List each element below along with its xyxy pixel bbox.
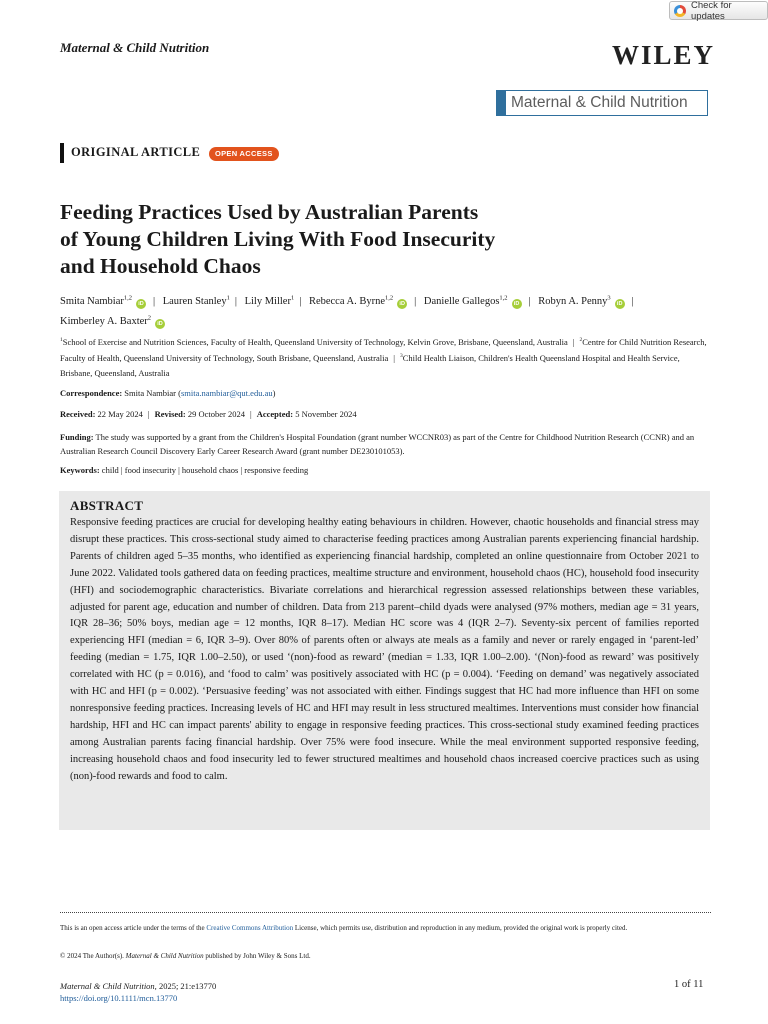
abstract-box: [59, 491, 710, 830]
author-list: [60, 289, 715, 330]
journal-name: Maternal & Child Nutrition: [60, 40, 210, 55]
author[interactable]: Danielle Gallegos$^{1,2}$: [423, 294, 508, 307]
orcid-icon[interactable]: iD: [155, 319, 165, 329]
crossmark-icon: [674, 5, 686, 17]
orcid-icon[interactable]: iD: [615, 299, 625, 309]
orcid-icon[interactable]: iD: [397, 299, 407, 309]
author[interactable]: Robyn A. Penny$^3$: [538, 294, 611, 307]
affiliation: School of Exercise and Nutrition Sciences, Faculty of Health, Queensland University of Technology, Kelvin Grove, Brisbane, Queensland, Australia: [62, 336, 568, 347]
banner-stripe: [497, 91, 506, 115]
separator: |: [528, 295, 531, 307]
funding: Funding: The study was supported by a grant from the Children's Hospital Foundation (grant number WCCNR03) as part of the Centre for Childhood Nutrition Research (CCNR) and an Australian Research Council Discovery Early Career Research Award (grant number DE230101053).: [60, 432, 695, 456]
author[interactable]: Rebecca A. Byrne$^{1,2}$: [308, 294, 394, 307]
author[interactable]: Smita Nambiar$^{1,2}$: [60, 294, 132, 307]
separator: |: [299, 295, 302, 307]
article-type: ORIGINAL ARTICLE: [71, 145, 201, 159]
title-line: Feeding Practices Used by Australian Parents: [60, 200, 479, 224]
affiliation: Child Health Liaison, Children's Health Queensland Hospital and Health Service, Brisbane, Queensland, Australia: [60, 353, 680, 378]
article-dates: Received: 22 May 2024 | Revised: 29 October 2024 | Accepted: 5 November 2024: [60, 409, 357, 419]
separator: |: [234, 295, 237, 307]
title-line: and Household Chaos: [60, 254, 261, 278]
check-for-updates-label: Check for updates: [691, 0, 732, 22]
abstract-heading: ABSTRACT: [70, 498, 144, 513]
correspondence: Correspondence: Smita Nambiar (smita.nambiar@qut.edu.au): [60, 388, 276, 398]
author[interactable]: Lily Miller$^1$: [244, 294, 295, 307]
abstract-text: Responsive feeding practices are crucial for developing healthy eating behaviours in children. However, chaotic households and financial stress may disrupt these practices. This cross-sectional study aimed to characterise feeding practices among Australian parents experiencing financial hardship. Parents of children aged 5–35 months, who identified as experiencing financial hardship, completed an online questionnaire from October 2021 to June 2022. Validated tools gathered data on feeding practices, mealtime structure and environment, household chaos (HC), household food insecurity (HFI) and sociodemographic characteristics. Bivariate correlations and hierarchical regression assessed relationships between these variables, adjusted for parent age, education and number of children. Data from 213 parent–child dyads were analysed (97% mothers, median age = 31 years, IQR 28–36; 50% boys, median age = 12 months, IQR 8–17). Median HC score was 4 (IQR 2–7). Seventy-six percent of families reported experiencing HFI (median = 6, IQR 3–9). Over 80% of parents often or always ate meals as a family and never or rarely engaged in ‘parent-led’ feeding (median = 1.75, IQR 1.00–2.50), or used ‘(non)-food as reward’ (median = 1.33, IQR 1.00–2.00). ‘(Non)-food as reward’ was positively correlated with HC (p = 0.016), and ‘food to calm’ was positively associated with HC (p = 0.004). ‘Feeding on demand’ was negatively associated with HC and HFI (p = 0.002). ‘Persuasive feeding’ was not associated with either. Findings suggest that HC had more influence than HFI on some nonresponsive feeding practices. Increasing levels of HC and HFI may result in less structured mealtimes. Interventions must consider how financial hardship, HFI and HC can impact parents' ability to engage in responsive feeding practices. This cross-sectional study examined feeding practices among Australian parents facing financial hardship. Over 75% were food insecure. While the meal environment supported responsive feeding, increasing household chaos and food insecurity led to fewer structured mealtimes and household chaos increased coercive practices such as using (non)-food rewards and food to calm.: [70, 517, 699, 782]
orcid-icon[interactable]: iD: [512, 299, 522, 309]
keywords: Keywords: child | food insecurity | household chaos | responsive feeding: [60, 465, 309, 475]
open-access-badge: OPEN ACCESS: [209, 147, 279, 161]
separator: |: [631, 295, 634, 307]
article-type-bar: [60, 143, 64, 163]
affiliations: $^1$School of Exercise and Nutrition Sciences, Faculty of Health, Queensland University of Technology, Kelvin Grove, Brisbane, Queensland, Australia | $^2$Centre for Child Nutrition Research, Faculty of Health, Queensland University of Technology, South Brisbane, Queensland, Australia | $^3$Child Health Liaison, Children's Health Queensland Hospital and Health Service, Brisbane, Queensland, Australia: [60, 336, 707, 378]
banner-text: Maternal & Child Nutrition: [511, 94, 688, 111]
citation: Maternal & Child Nutrition, 2025; 21:e13770 https://doi.org/10.1111/mcn.13770: [60, 981, 217, 1003]
affiliation: Centre for Child Nutrition Research, Faculty of Health, Queensland University of Technology, South Brisbane, Queensland, Australia: [60, 336, 707, 364]
author[interactable]: Kimberley A. Baxter$^2$: [60, 314, 152, 327]
correspondence-email-link[interactable]: smita.nambiar@qut.edu.au: [180, 388, 273, 398]
title-line: of Young Children Living With Food Insecurity: [60, 227, 496, 251]
article-title: [60, 199, 640, 280]
footer-divider: [60, 912, 711, 913]
publisher-logo: WILEY: [612, 40, 716, 70]
license-link[interactable]: Creative Commons Attribution: [206, 924, 294, 932]
journal-banner: [496, 90, 708, 116]
license-notice: This is an open access article under the terms of the Creative Commons Attribution License, which permits use, distribution and reproduction in any medium, provided the original work is properly cited.: [60, 924, 628, 932]
doi-link[interactable]: https://doi.org/10.1111/mcn.13770: [60, 993, 178, 1003]
check-for-updates-button[interactable]: [669, 1, 768, 20]
orcid-icon[interactable]: iD: [136, 299, 146, 309]
page-number: 1 of 11: [674, 979, 704, 990]
author[interactable]: Lauren Stanley$^1$: [162, 294, 230, 307]
separator: |: [153, 295, 156, 307]
separator: |: [414, 295, 417, 307]
copyright: © 2024 The Author(s). Maternal & Child Nutrition published by John Wiley & Sons Ltd.: [60, 952, 311, 960]
